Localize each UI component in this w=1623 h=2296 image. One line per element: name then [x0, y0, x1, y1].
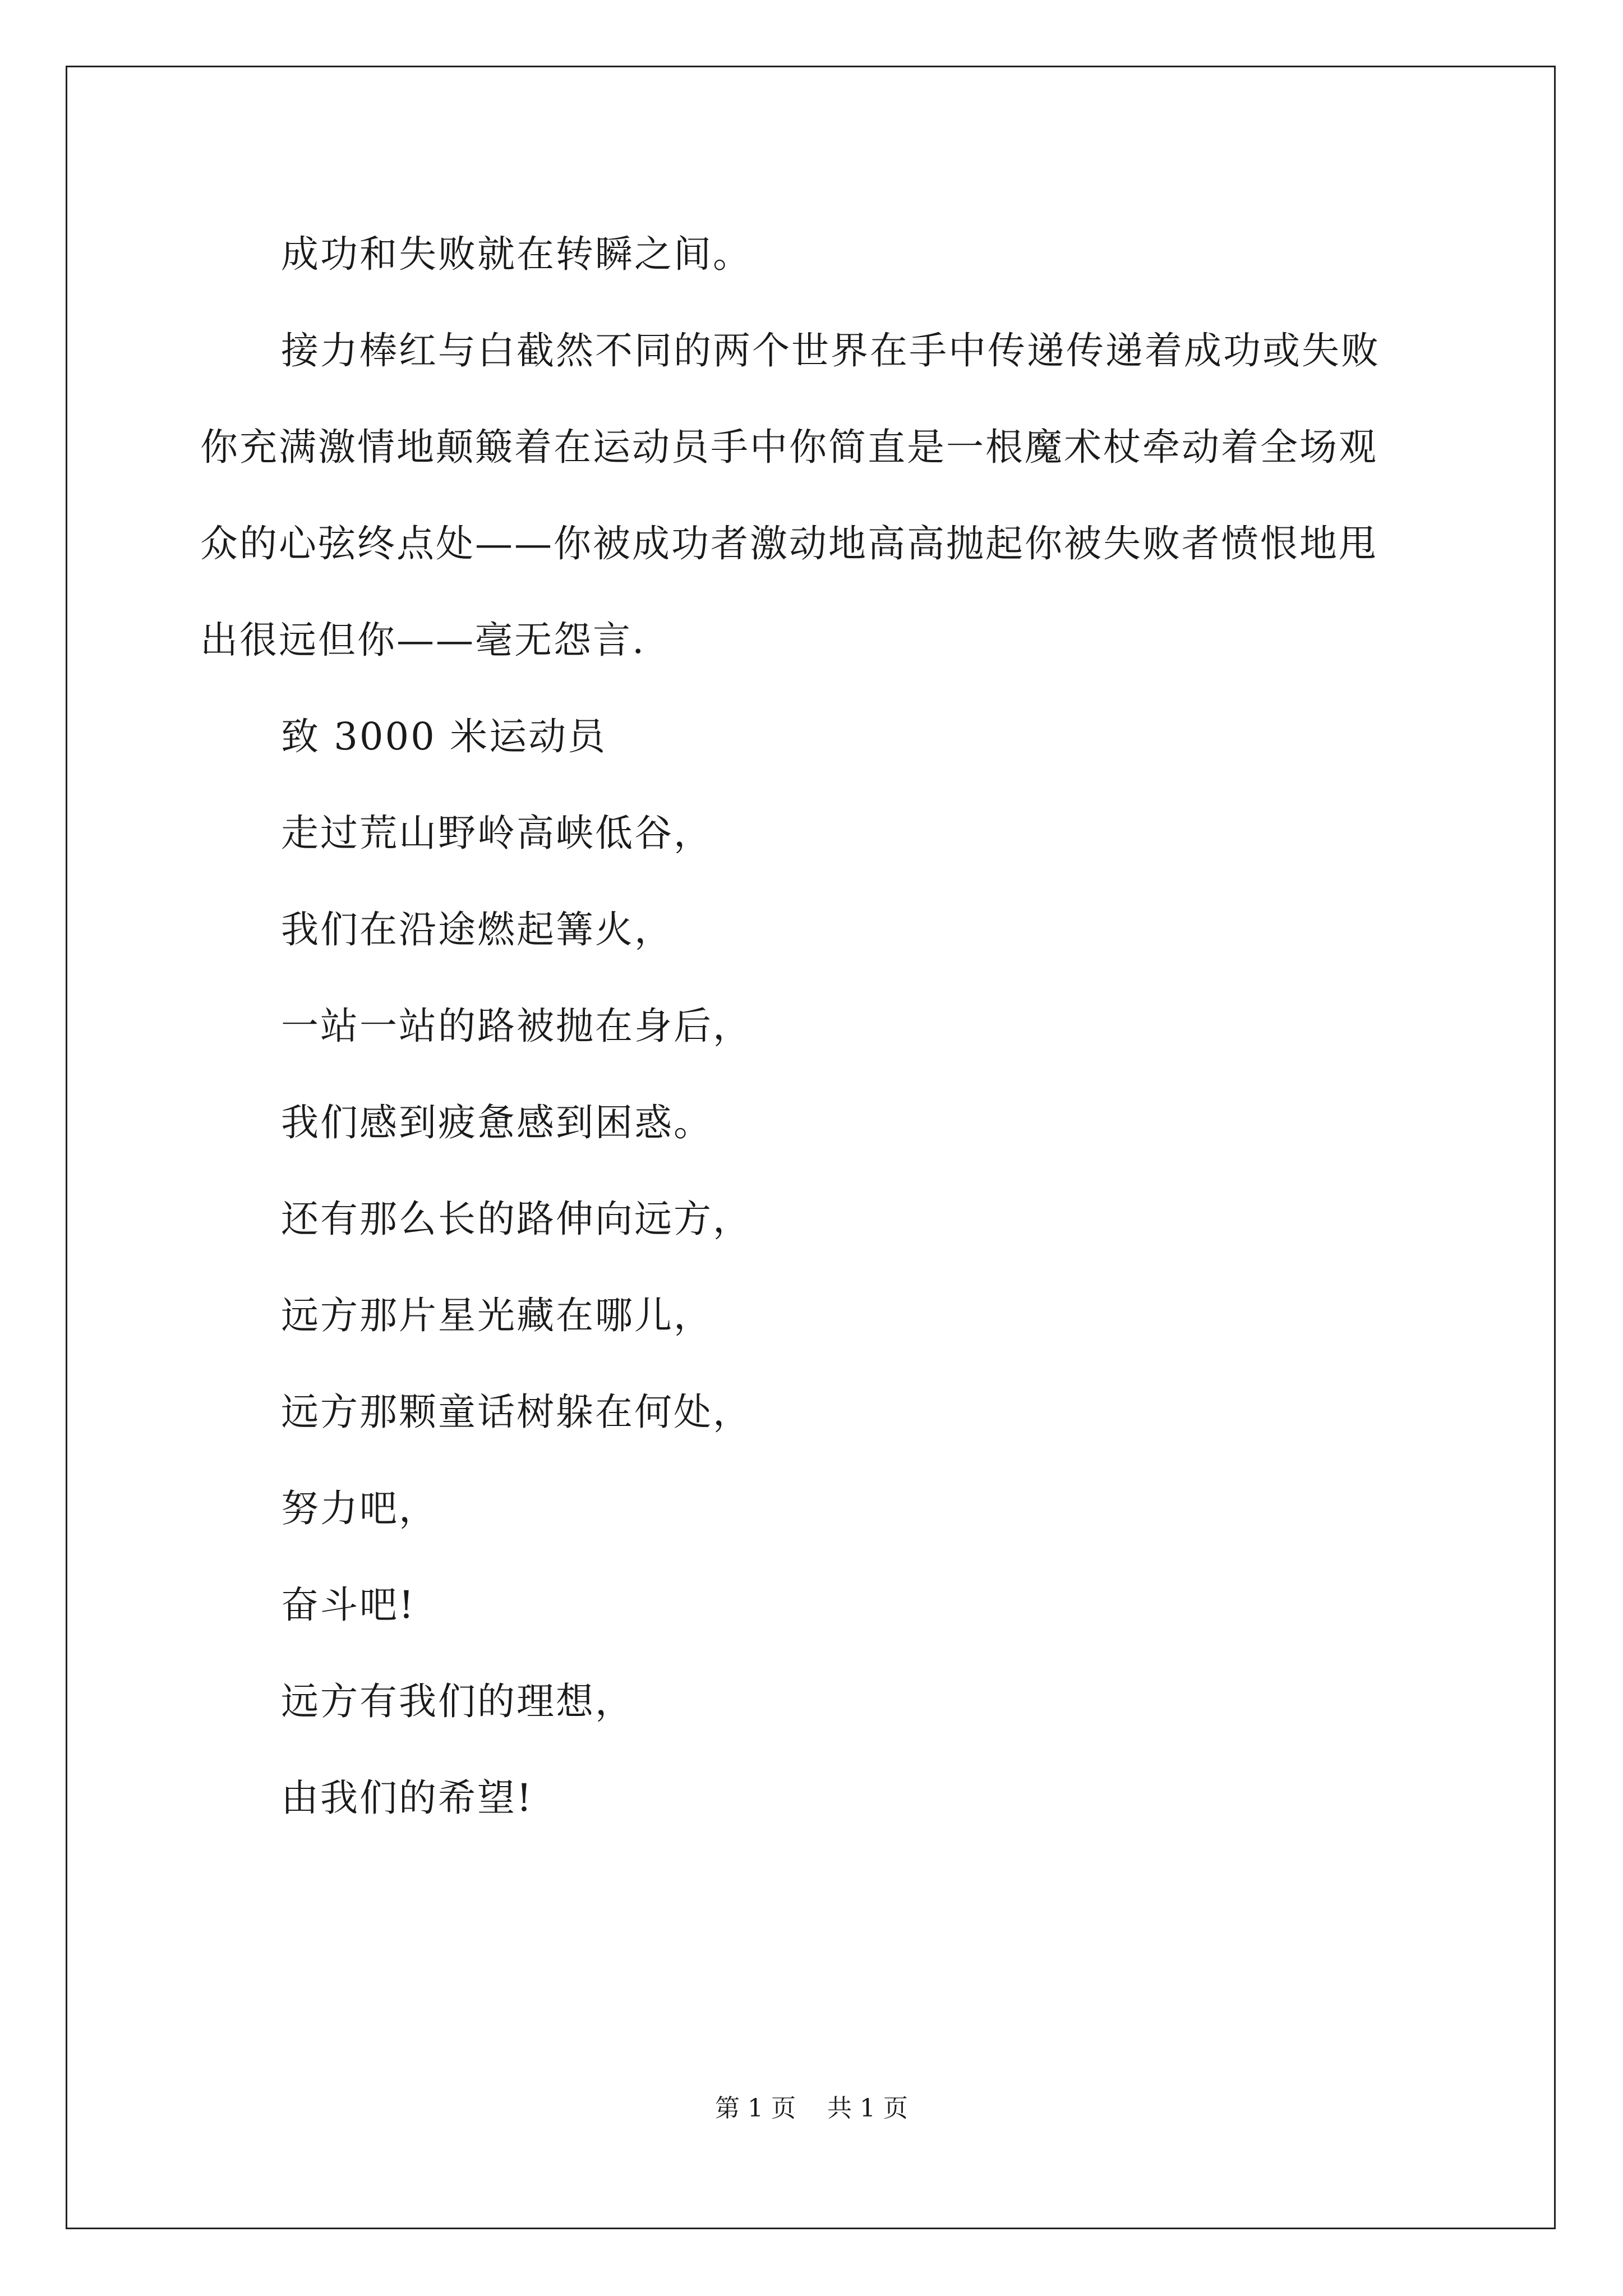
- paragraph-relay-baton: [200, 302, 1428, 688]
- poem-line: 远方那片星光藏在哪儿，: [281, 1294, 713, 1337]
- poem-line: 远方有我们的理想，: [281, 1680, 634, 1723]
- poem-title: 致 3000 米运动员: [281, 715, 607, 758]
- paragraph-line: 你充满激情地颠簸着在运动员手中你简直是一根魔术杖牵动着全场观: [200, 425, 1378, 469]
- poem-line: 远方那颗童话树躲在何处，: [281, 1390, 752, 1434]
- poem-line: 我们在沿途燃起篝火，: [281, 908, 674, 951]
- paragraph-line: 众的心弦终点处——你被成功者激动地高高抛起你被失败者愤恨地甩: [200, 522, 1378, 565]
- poem-line: 奋斗吧!: [281, 1583, 416, 1627]
- poem-line: 还有那么长的路伸向远方，: [281, 1197, 752, 1241]
- poem-line: 一站一站的路被抛在身后，: [281, 1004, 752, 1048]
- paragraph-success-failure: 成功和失败就在转瞬之间。: [281, 232, 752, 276]
- paragraph-line: 接力棒红与白截然不同的两个世界在手中传递传递着成功或失败: [281, 329, 1380, 372]
- page-footer: 第 1 页 共 1 页: [715, 2094, 908, 2123]
- paragraph-line: 出很远但你——毫无怨言.: [200, 618, 646, 662]
- poem-line: 走过荒山野岭高峡低谷，: [281, 811, 713, 855]
- poem-line: 由我们的希望!: [281, 1776, 533, 1820]
- poem-line: 我们感到疲惫感到困惑。: [281, 1101, 713, 1144]
- poem-line: 努力吧，: [281, 1487, 438, 1530]
